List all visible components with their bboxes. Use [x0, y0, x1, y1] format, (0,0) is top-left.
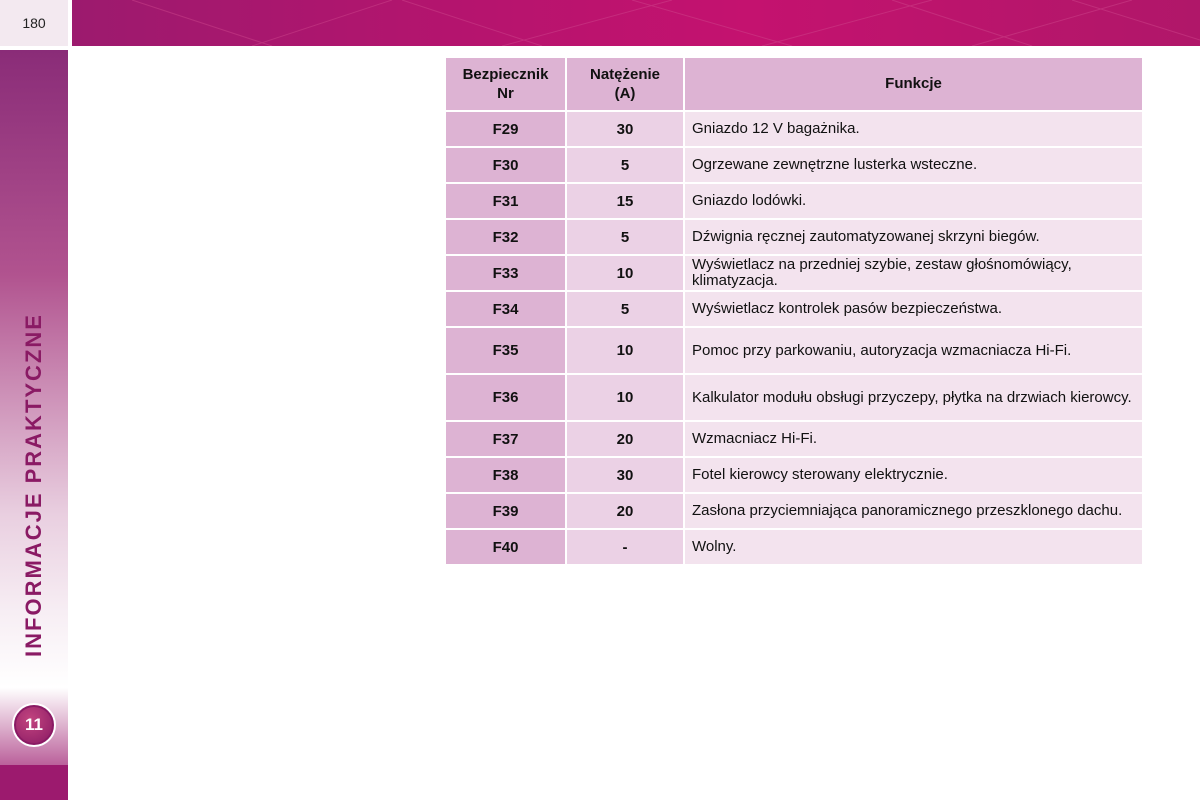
- top-banner: [72, 0, 1200, 46]
- table-header-row: [446, 58, 1142, 110]
- sidebar-footer: [0, 765, 68, 800]
- chapter-badge: [12, 703, 56, 747]
- page-number: 180: [0, 0, 70, 46]
- amperage-cell: 10: [567, 256, 683, 290]
- fuse-number-cell: F40: [446, 530, 565, 564]
- fuse-number-cell: F32: [446, 220, 565, 254]
- table-row: [446, 220, 1142, 254]
- function-cell: Kalkulator modułu obsługi przyczepy, płytka na drzwiach kierowcy.: [685, 375, 1142, 420]
- fuse-number-cell: F29: [446, 112, 565, 146]
- table-row: [446, 256, 1142, 290]
- table-row: [446, 494, 1142, 528]
- function-cell: Wyświetlacz kontrolek pasów bezpieczeństwa.: [685, 292, 1142, 326]
- function-cell: Wolny.: [685, 530, 1142, 564]
- fuse-number-cell: F38: [446, 458, 565, 492]
- table-row: [446, 184, 1142, 218]
- table-row: [446, 148, 1142, 182]
- function-cell: Wzmacniacz Hi-Fi.: [685, 422, 1142, 456]
- fuse-number-cell: F39: [446, 494, 565, 528]
- amperage-cell: 5: [567, 220, 683, 254]
- amperage-cell: 5: [567, 292, 683, 326]
- banner-pattern: [72, 0, 1200, 46]
- function-cell: Wyświetlacz na przedniej szybie, zestaw głośnomówiący, klimatyzacja.: [685, 256, 1142, 290]
- amperage-cell: 10: [567, 375, 683, 420]
- fuse-number-cell: F36: [446, 375, 565, 420]
- table-row: [446, 112, 1142, 146]
- header-function: Funkcje: [685, 58, 1142, 110]
- amperage-cell: 15: [567, 184, 683, 218]
- table-row: [446, 530, 1142, 564]
- function-cell: Ogrzewane zewnętrzne lusterka wsteczne.: [685, 148, 1142, 182]
- amperage-cell: 30: [567, 458, 683, 492]
- function-cell: Gniazdo lodówki.: [685, 184, 1142, 218]
- fuse-number-cell: F35: [446, 328, 565, 373]
- fuse-number-cell: F37: [446, 422, 565, 456]
- chapter-number: 11: [14, 705, 54, 745]
- amperage-cell: 20: [567, 494, 683, 528]
- header-fuse-number: Bezpiecznik Nr: [446, 58, 565, 110]
- amperage-cell: 5: [567, 148, 683, 182]
- table-row: [446, 292, 1142, 326]
- function-cell: Zasłona przyciemniająca panoramicznego przeszklonego dachu.: [685, 494, 1142, 528]
- fuse-table: [444, 56, 1144, 566]
- fuse-number-cell: F30: [446, 148, 565, 182]
- function-cell: Fotel kierowcy sterowany elektrycznie.: [685, 458, 1142, 492]
- amperage-cell: 20: [567, 422, 683, 456]
- table-row: [446, 458, 1142, 492]
- fuse-number-cell: F33: [446, 256, 565, 290]
- section-title: INFORMACJE PRAKTYCZNE: [21, 313, 46, 657]
- amperage-cell: -: [567, 530, 683, 564]
- table-row: [446, 328, 1142, 373]
- amperage-cell: 10: [567, 328, 683, 373]
- fuse-number-cell: F34: [446, 292, 565, 326]
- function-cell: Gniazdo 12 V bagażnika.: [685, 112, 1142, 146]
- fuse-number-cell: F31: [446, 184, 565, 218]
- table-row: [446, 422, 1142, 456]
- function-cell: Pomoc przy parkowaniu, autoryzacja wzmacniacza Hi-Fi.: [685, 328, 1142, 373]
- header-amperage: Natężenie (A): [567, 58, 683, 110]
- table-row: [446, 375, 1142, 420]
- amperage-cell: 30: [567, 112, 683, 146]
- function-cell: Dźwignia ręcznej zautomatyzowanej skrzyni biegów.: [685, 220, 1142, 254]
